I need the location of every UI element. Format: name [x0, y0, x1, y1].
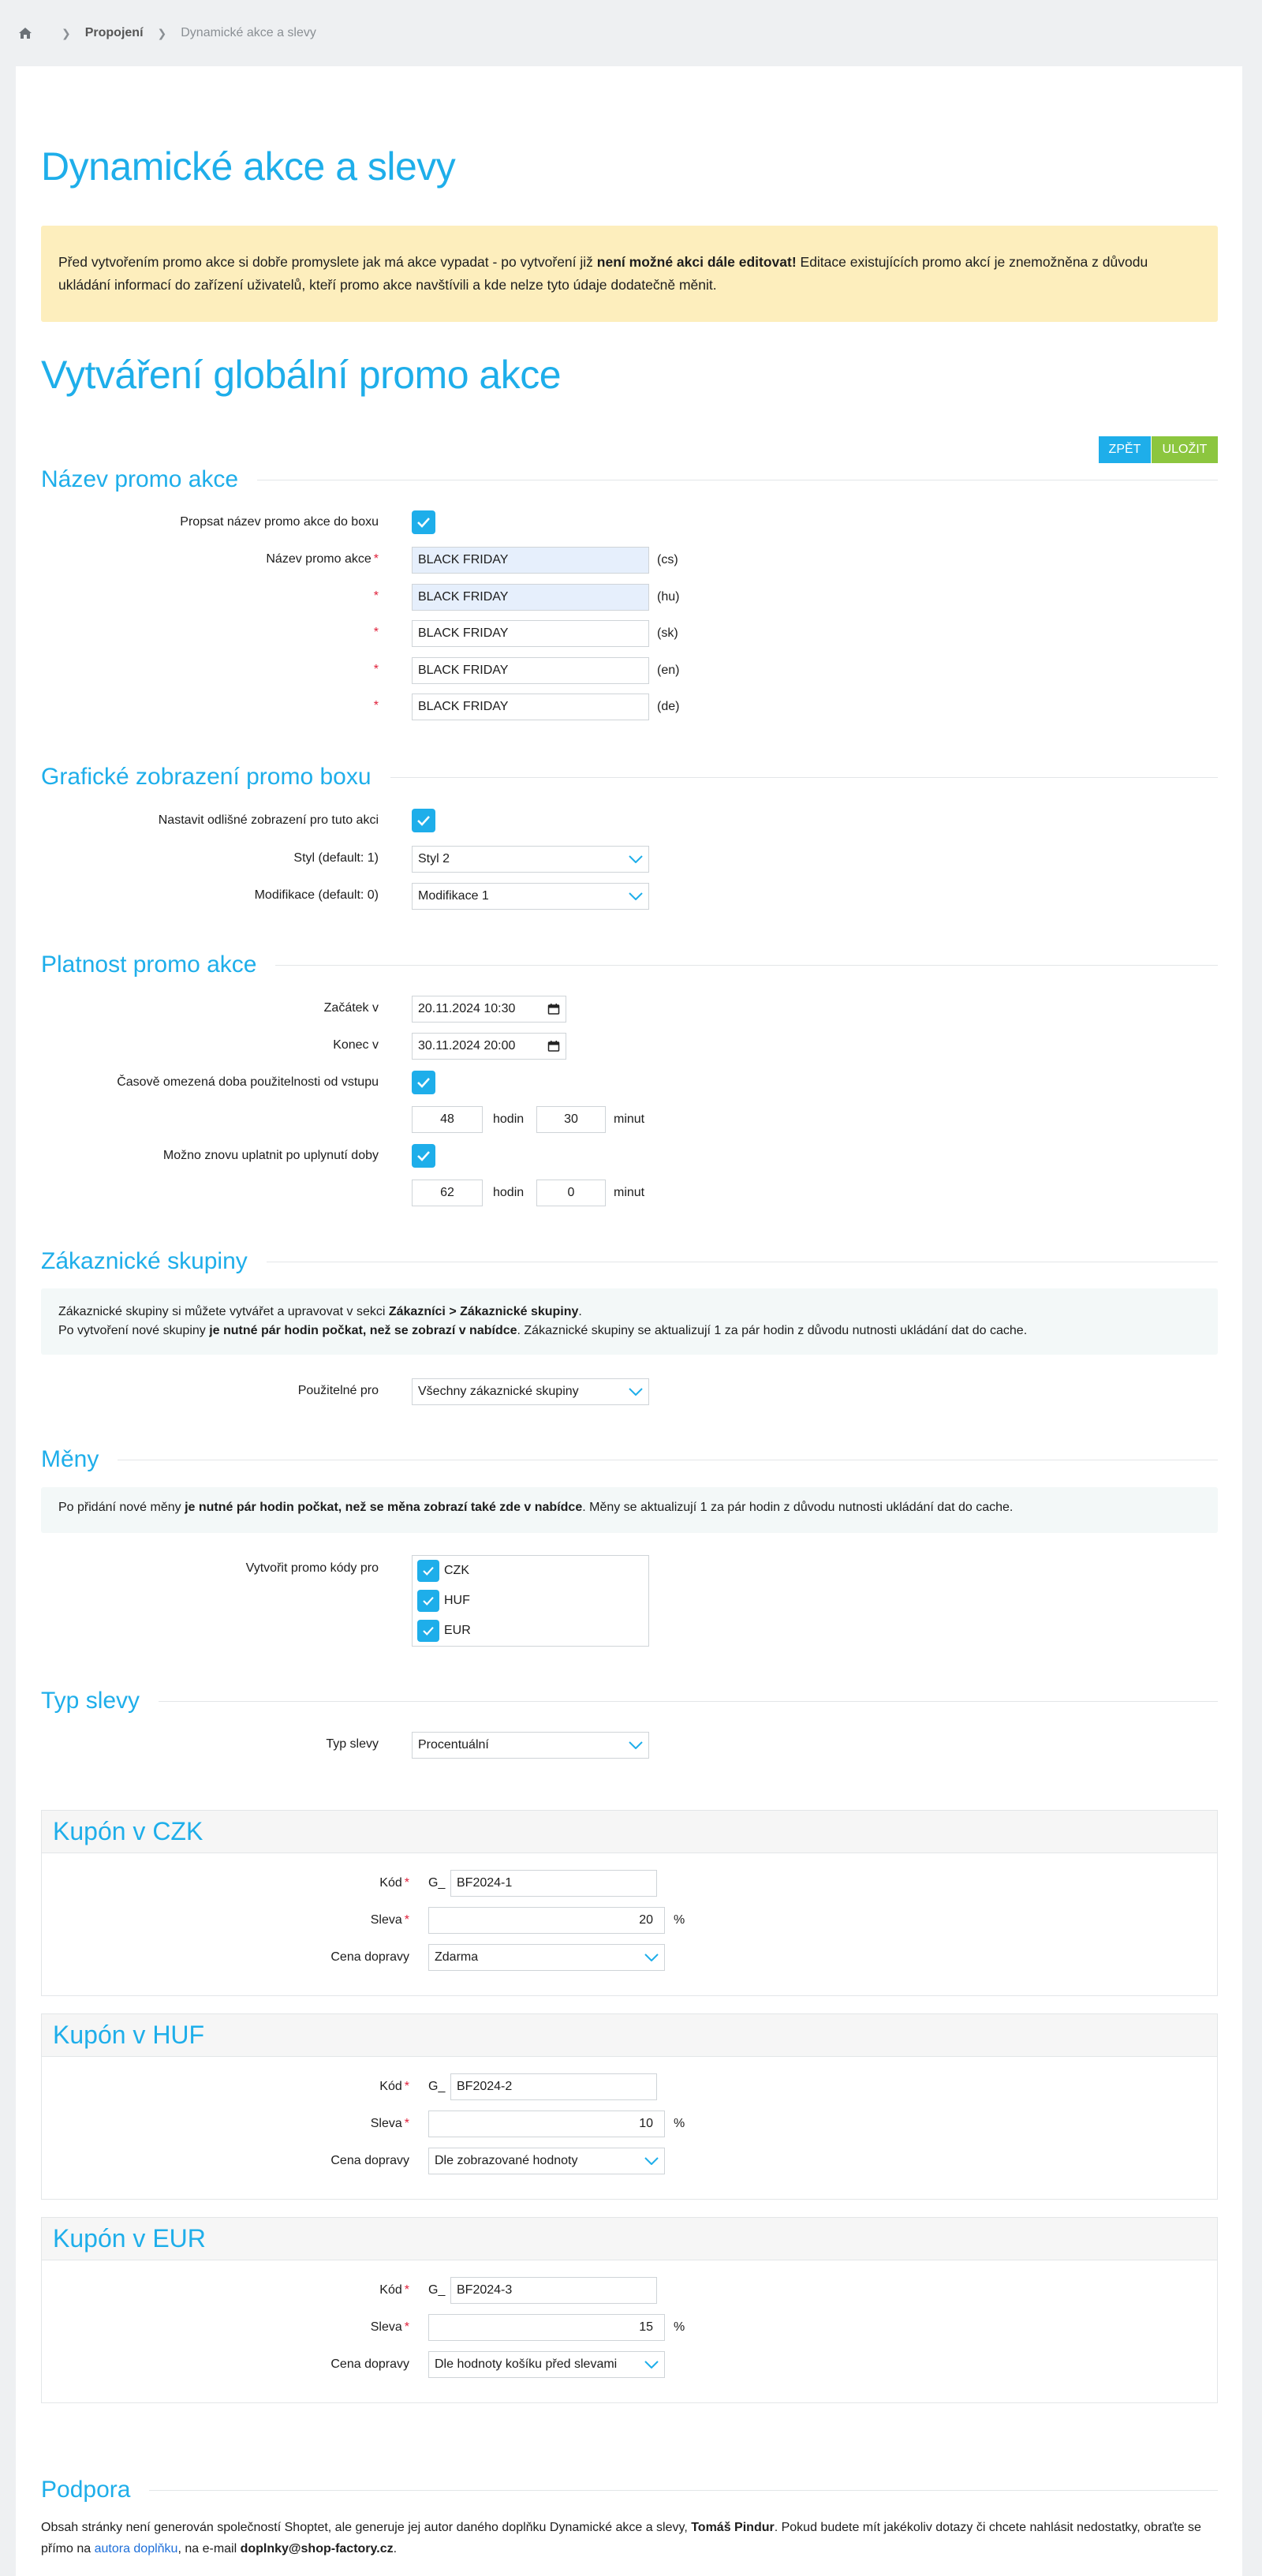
promo-name-en-input[interactable]: BLACK FRIDAY — [412, 657, 649, 684]
chevron-right-icon: ❯ — [62, 26, 71, 39]
support-email: doplnky@shop-factory.cz — [240, 2542, 394, 2555]
code-prefix: G_ — [428, 1876, 446, 1890]
reuse-checkbox[interactable] — [412, 1144, 435, 1168]
minutes-unit: minut — [614, 1186, 645, 1199]
reuse-label: Možno znovu uplatnit po uplynutí doby — [162, 1149, 379, 1162]
code-label — [42, 2283, 409, 2297]
coupon-title: Kupón v CZK — [42, 1811, 1217, 1853]
breadcrumb-current: Dynamické akce a slevy — [181, 26, 316, 39]
reuse-minutes-input[interactable]: 0 — [536, 1180, 606, 1206]
hours-unit: hodin — [493, 1112, 525, 1126]
check-icon — [416, 517, 431, 528]
lang-suffix: (sk) — [657, 626, 678, 640]
lang-suffix: (cs) — [657, 553, 678, 566]
currency-item-eur[interactable] — [413, 1616, 648, 1646]
notice-text: Před vytvořením promo akce si dobře promyslete jak má akce vypadat - po vytvoření již — [58, 254, 597, 270]
coupon-discount-input[interactable]: 10 — [428, 2111, 665, 2137]
usable-for-select[interactable] — [412, 1378, 649, 1405]
discount-label — [42, 1913, 409, 1927]
coupon-title: Kupón v HUF — [42, 2014, 1217, 2057]
required-marker: * — [404, 2117, 409, 2130]
usable-for-label: Použitelné pro — [297, 1384, 379, 1397]
currency-checkbox[interactable] — [417, 1560, 439, 1582]
label-text: Kód — [379, 2283, 402, 2297]
select-value: Zdarma — [435, 1950, 479, 1964]
promo-name-cs-input[interactable]: BLACK FRIDAY — [412, 547, 649, 574]
lang-suffix: (hu) — [657, 590, 680, 604]
select-value: Dle hodnoty košíku před slevami — [435, 2357, 618, 2371]
notice-bold: není možné akci dále editovat! — [596, 254, 797, 270]
custom-display-label: Nastavit odlišné zobrazení pro tuto akci — [158, 813, 379, 827]
support-text — [41, 2517, 1218, 2559]
percent-unit: % — [674, 2320, 685, 2334]
support-text-part: . Pokud budete mít jakékoliv dotazy či chcete nahlásit nedostatky, obraťte se přímo na — [41, 2521, 1201, 2555]
custom-display-checkbox[interactable] — [412, 809, 435, 832]
create-codes-label: Vytvořit promo kódy pro — [245, 1561, 379, 1575]
date-value: 20.11.2024 10:30 — [418, 1002, 516, 1015]
promo-name-label — [16, 552, 379, 566]
discount-type-select[interactable] — [412, 1732, 649, 1759]
modification-select[interactable] — [412, 883, 649, 910]
required-marker: * — [373, 589, 379, 603]
section-title: Měny — [41, 1446, 99, 1472]
shipping-select[interactable] — [428, 1944, 665, 1971]
required-marker: * — [373, 626, 379, 639]
support-text-part: , na e-mail — [177, 2542, 241, 2555]
coupon-title: Kupón v EUR — [42, 2218, 1217, 2260]
label-text: Sleva — [370, 2117, 402, 2130]
promo-name-sk-input[interactable]: BLACK FRIDAY — [412, 620, 649, 647]
percent-unit: % — [674, 1913, 685, 1927]
date-value: 30.11.2024 20:00 — [418, 1039, 516, 1052]
label-text: Kód — [379, 1876, 402, 1890]
warning-notice — [41, 226, 1218, 322]
breadcrumb — [0, 0, 1262, 66]
coupon-discount-input[interactable]: 20 — [428, 1907, 665, 1934]
home-icon[interactable] — [17, 25, 33, 41]
check-icon — [416, 1150, 431, 1161]
code-label — [42, 2080, 409, 2094]
select-value: Dle zobrazované hodnoty — [435, 2154, 578, 2167]
start-label: Začátek v — [323, 1001, 379, 1015]
groups-info — [41, 1288, 1218, 1355]
support-text-part: Obsah stránky není generován společností Shoptet, ale generuje jej autor daného doplňku Dynamické akce a slevy, — [41, 2521, 692, 2534]
promo-name-de-input[interactable]: BLACK FRIDAY — [412, 694, 649, 720]
required-marker: * — [373, 699, 379, 712]
limited-checkbox[interactable] — [412, 1071, 435, 1094]
limited-label: Časově omezená doba použitelnosti od vstupu — [117, 1075, 379, 1089]
lang-suffix: (de) — [657, 700, 680, 713]
discount-label — [42, 2320, 409, 2335]
section-support-header — [41, 2474, 1218, 2506]
required-marker: * — [404, 1913, 409, 1927]
required-marker: * — [404, 1876, 409, 1890]
info-bold: je nutné pár hodin počkat, než se měna zobrazí také zde v nabídce — [185, 1501, 583, 1514]
check-icon — [422, 1596, 435, 1606]
section-title: Typ slevy — [41, 1688, 140, 1714]
info-bold: Zákazníci > Zákaznické skupiny — [388, 1305, 579, 1318]
chevron-down-icon — [629, 892, 643, 900]
author-link[interactable]: autora doplňku — [94, 2542, 178, 2555]
info-text: . — [578, 1305, 582, 1318]
info-line — [58, 1303, 1200, 1322]
label-text: Sleva — [370, 2320, 402, 2334]
check-icon — [422, 1626, 435, 1636]
end-datetime-input[interactable] — [412, 1033, 566, 1060]
currency-item-czk[interactable] — [413, 1556, 648, 1586]
info-text: . Měny se aktualizují 1 za pár hodin z důvodu nutnosti ukládání dat do cache. — [582, 1501, 1014, 1514]
select-value: Procentuální — [418, 1738, 489, 1752]
support-author: Tomáš Pindur — [691, 2521, 775, 2534]
section-title: Zákaznické skupiny — [41, 1248, 248, 1274]
currency-item-huf[interactable] — [413, 1586, 648, 1616]
section-display-header — [41, 761, 1218, 793]
limited-hours-input[interactable]: 48 — [412, 1106, 483, 1133]
divider — [390, 777, 1218, 778]
section-name-header — [41, 464, 1218, 495]
calendar-icon[interactable] — [547, 1040, 560, 1052]
chevron-down-icon — [644, 2361, 659, 2368]
required-marker: * — [373, 663, 379, 676]
limited-minutes-input[interactable]: 30 — [536, 1106, 606, 1133]
required-marker: * — [404, 2080, 409, 2093]
chevron-down-icon — [629, 1741, 643, 1749]
required-marker: * — [373, 552, 379, 566]
divider — [159, 1701, 1218, 1702]
modification-label: Modifikace (default: 0) — [254, 888, 379, 902]
check-icon — [416, 815, 431, 826]
hours-unit: hodin — [493, 1186, 525, 1199]
section-title: Platnost promo akce — [41, 952, 257, 978]
minutes-unit: minut — [614, 1112, 645, 1126]
label-text: Sleva — [370, 1913, 402, 1927]
coupon-code-input[interactable]: BF2024-1 — [450, 1870, 657, 1897]
print-name-label: Propsat název promo akce do boxu — [180, 515, 379, 529]
discount-label — [42, 2117, 409, 2131]
coupon-code-input[interactable]: BF2024-2 — [450, 2073, 657, 2100]
coupon-czk-panel — [41, 1810, 1218, 1996]
select-value: Modifikace 1 — [418, 889, 489, 903]
section-discount-header — [41, 1685, 1218, 1717]
currency-label: CZK — [444, 1564, 469, 1577]
chevron-down-icon — [629, 1388, 643, 1396]
coupon-huf-panel — [41, 2013, 1218, 2200]
currency-list — [412, 1555, 649, 1647]
end-label: Konec v — [333, 1038, 379, 1052]
support-text-part: . — [393, 2542, 398, 2555]
reuse-hours-input[interactable]: 62 — [412, 1180, 483, 1206]
section-currency-header — [41, 1444, 1218, 1475]
shipping-select[interactable] — [428, 2351, 665, 2378]
breadcrumb-link[interactable]: Propojení — [84, 26, 144, 39]
shipping-select[interactable] — [428, 2148, 665, 2174]
section-validity-header — [41, 949, 1218, 981]
check-icon — [422, 1566, 435, 1576]
discount-type-label: Typ slevy — [326, 1737, 379, 1751]
promo-name-hu-input[interactable]: BLACK FRIDAY — [412, 584, 649, 611]
check-icon — [416, 1077, 431, 1088]
currency-checkbox[interactable] — [417, 1620, 439, 1642]
section-title: Název promo akce — [41, 466, 239, 492]
notice-text: Editace existujících promo akcí je znemožněna z důvodu ukládání informací do zařízení uživatelů, kteří promo akce navštívili a kde nelze tyto údaje dodatečně měnit. — [58, 254, 1148, 293]
info-text: . Zákaznické skupiny se aktualizují 1 za pár hodin z důvodu nutnosti ukládání dat do cache. — [517, 1324, 1028, 1337]
style-label: Styl (default: 1) — [293, 851, 379, 865]
label-text: Název promo akce — [266, 552, 372, 566]
code-label — [42, 1876, 409, 1890]
info-text: Po vytvoření nové skupiny — [58, 1324, 210, 1337]
coupon-discount-input[interactable]: 15 — [428, 2314, 665, 2341]
select-value: Všechny zákaznické skupiny — [418, 1385, 579, 1398]
divider — [149, 2490, 1218, 2491]
required-marker: * — [404, 2320, 409, 2334]
select-value: Styl 2 — [418, 852, 450, 866]
info-line — [58, 1322, 1200, 1340]
shipping-label: Cena dopravy — [330, 1950, 409, 1964]
section-groups-header — [41, 1246, 1218, 1277]
info-bold: je nutné pár hodin počkat, než se zobrazí v nabídce — [209, 1324, 517, 1337]
back-button[interactable]: ZPĚT — [1099, 436, 1151, 463]
info-text: Zákaznické skupiny si můžete vytvářet a upravovat v sekci — [58, 1305, 389, 1318]
divider — [275, 965, 1218, 966]
section-title: Grafické zobrazení promo boxu — [41, 764, 372, 790]
coupon-eur-panel — [41, 2217, 1218, 2403]
label-text: Kód — [379, 2080, 402, 2093]
chevron-down-icon — [644, 1953, 659, 1961]
percent-unit: % — [674, 2117, 685, 2130]
section-title: Podpora — [41, 2477, 131, 2503]
page-title: Dynamické akce a slevy — [41, 144, 456, 189]
chevron-down-icon — [629, 855, 643, 863]
currency-label: EUR — [444, 1624, 471, 1637]
shipping-label: Cena dopravy — [330, 2357, 409, 2371]
calendar-icon[interactable] — [547, 1003, 560, 1015]
coupon-code-input[interactable]: BF2024-3 — [450, 2277, 657, 2304]
chevron-down-icon — [644, 2157, 659, 2165]
lang-suffix: (en) — [657, 664, 680, 677]
currency-label: HUF — [444, 1594, 470, 1607]
currency-info — [41, 1487, 1218, 1533]
currency-checkbox[interactable] — [417, 1590, 439, 1612]
style-select[interactable] — [412, 846, 649, 873]
form-title: Vytváření globální promo akce — [41, 353, 562, 397]
code-prefix: G_ — [428, 2283, 446, 2297]
main-panel — [16, 66, 1242, 2576]
save-button[interactable]: ULOŽIT — [1152, 436, 1218, 463]
required-marker: * — [404, 2283, 409, 2297]
code-prefix: G_ — [428, 2080, 446, 2093]
shipping-label: Cena dopravy — [330, 2154, 409, 2167]
print-name-checkbox[interactable] — [412, 510, 435, 534]
start-datetime-input[interactable] — [412, 996, 566, 1023]
chevron-right-icon: ❯ — [157, 26, 167, 39]
info-text: Po přidání nové měny — [58, 1501, 185, 1514]
